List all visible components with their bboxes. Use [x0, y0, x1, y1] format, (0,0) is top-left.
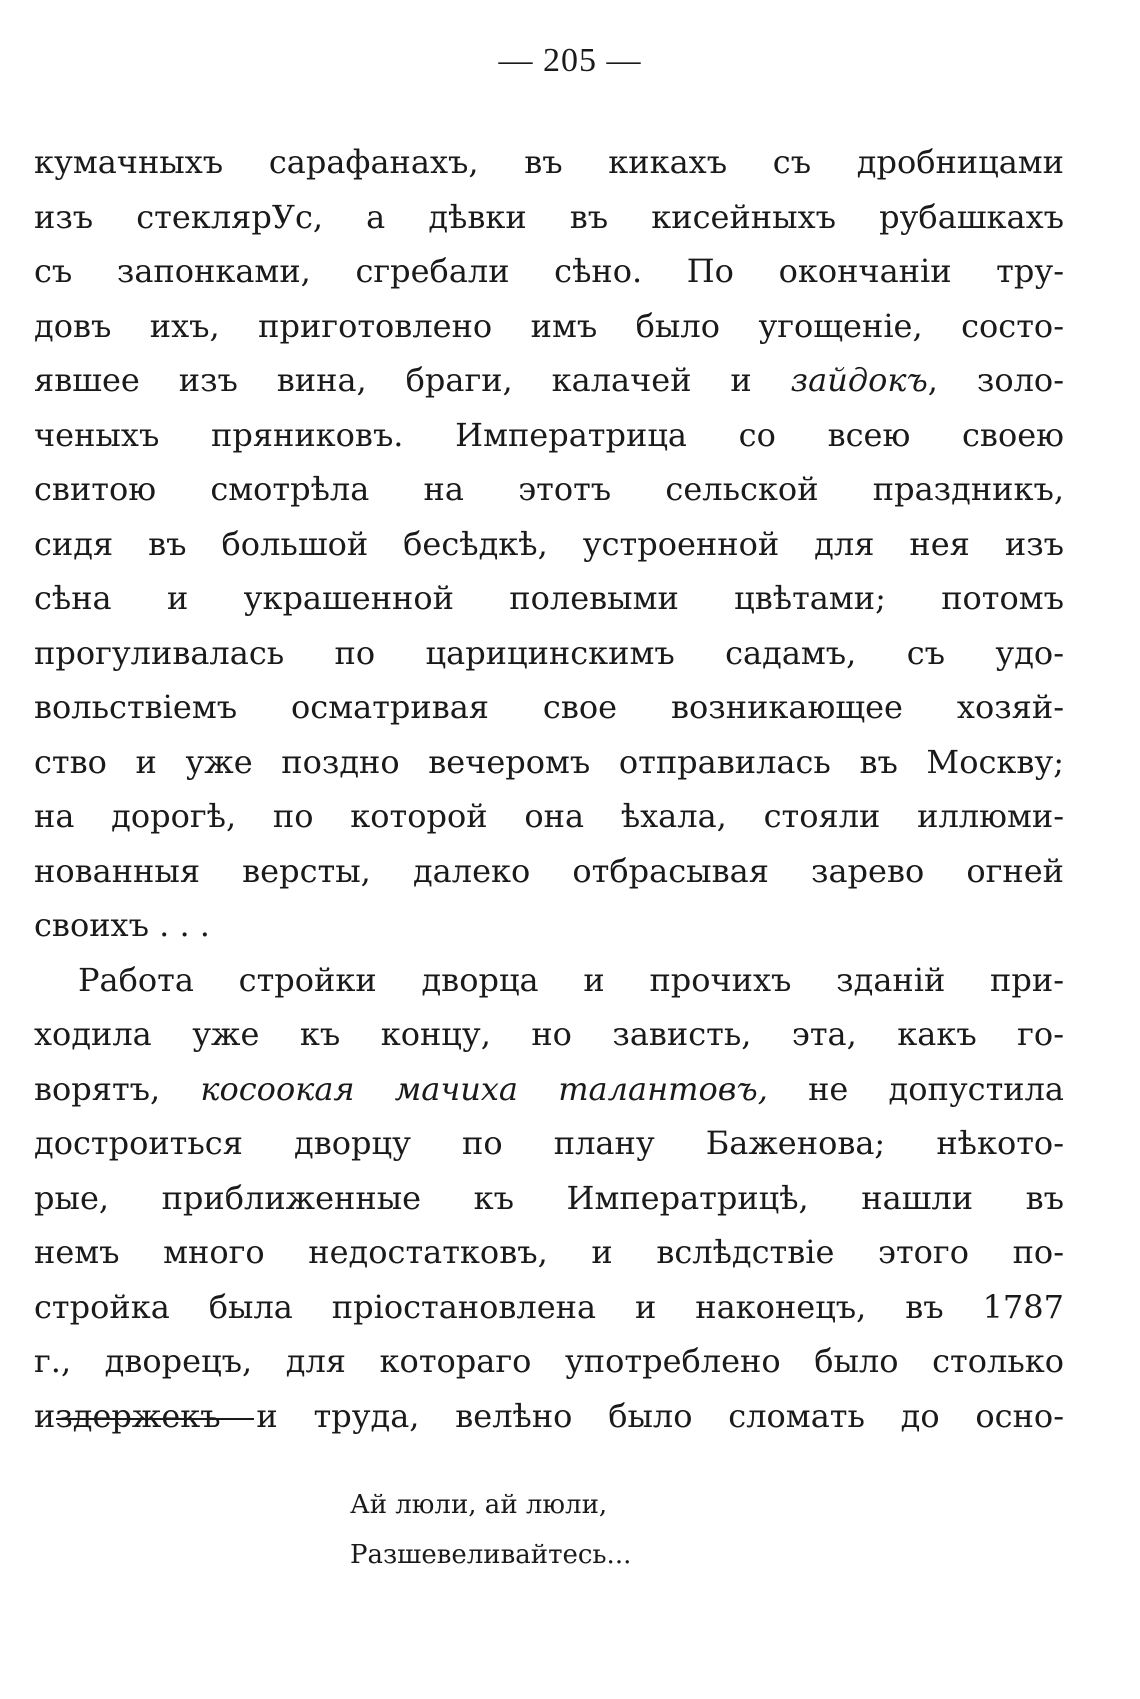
- text-fragment: вольствіемъ осматривая свое возникающее хозяй-: [34, 688, 1064, 726]
- text-line: [34, 953, 1064, 1008]
- text-fragment: изъ стеклярУс, а дѣвки въ кисейныхъ рубашкахъ: [34, 197, 1064, 236]
- text-line: [34, 1225, 1064, 1280]
- text-fragment: на дорогѣ, по которой она ѣхала, стояли иллюми-: [34, 797, 1064, 835]
- text-line: [34, 571, 1064, 626]
- text-fragment: ходила уже къ концу, но зависть, эта, какъ го-: [34, 1015, 1064, 1053]
- text-line: [34, 1007, 1064, 1062]
- text-line: [34, 735, 1064, 790]
- footnote: [0, 1480, 1140, 1580]
- footnote-verse: Ай люли, ай люли,: [350, 1490, 608, 1520]
- footnote-rule: [56, 1418, 254, 1420]
- body-text: [34, 135, 1064, 1443]
- italic-phrase: косоокая мачиха талантовъ,: [200, 1069, 768, 1108]
- text-line: [34, 1389, 1064, 1444]
- text-line: [34, 353, 1064, 408]
- text-fragment: прогуливалась по царицинскимъ садамъ, съ удо-: [34, 633, 1064, 672]
- text-line: [34, 1062, 1064, 1117]
- text-fragment: ство и уже поздно вечеромъ отправилась въ Москву;: [34, 742, 1064, 781]
- text-line: [34, 680, 1064, 735]
- text-line: [34, 135, 1064, 190]
- text-fragment: свитою смотрѣла на этотъ сельской праздникъ,: [34, 470, 1064, 508]
- text-fragment: сидя въ большой бесѣдкѣ, устроенной для нея изъ: [34, 524, 1064, 563]
- text-fragment: ченыхъ пряниковъ. Императрица со всею своею: [34, 415, 1064, 454]
- text-line: [34, 190, 1064, 245]
- text-line: [34, 408, 1064, 463]
- text-fragment: , золо-: [927, 361, 1064, 399]
- text-fragment: нованныя версты, далеко отбрасывая зарево огней: [34, 851, 1064, 890]
- text-line: [34, 299, 1064, 354]
- text-fragment: довъ ихъ, приготовлено имъ было угощеніе, состо-: [34, 306, 1064, 345]
- text-fragment: немъ много недостатковъ, и вслѣдствіе этого по-: [34, 1233, 1064, 1271]
- text-fragment: ворятъ,: [34, 1069, 201, 1108]
- text-fragment: стройка была пріостановлена и наконецъ, въ 1787: [34, 1287, 1064, 1326]
- text-fragment: издержекъ и труда, велѣно было сломать до осно-: [34, 1396, 1064, 1435]
- text-fragment: Работа стройки дворца и прочихъ зданій при-: [78, 960, 1064, 999]
- text-line: [34, 844, 1064, 899]
- text-fragment: рые, приближенные къ Императрицѣ, нашли въ: [34, 1178, 1064, 1217]
- text-line: [34, 1171, 1064, 1226]
- text-fragment: не допустила: [767, 1069, 1064, 1108]
- text-fragment: достроиться дворцу по плану Баженова; нѣкото-: [34, 1124, 1064, 1162]
- text-line: [34, 626, 1064, 681]
- text-fragment: явшее изъ вина, браги, калачей и: [34, 361, 791, 399]
- page-number: — 205 —: [498, 42, 642, 79]
- text-fragment: сѣна и украшенной полевыми цвѣтами; потомъ: [34, 579, 1064, 617]
- text-fragment: кумачныхъ сарафанахъ, въ кикахъ съ дробницами: [34, 143, 1064, 181]
- text-line: [34, 462, 1064, 517]
- text-fragment: своихъ . . .: [34, 906, 210, 944]
- text-line: [34, 517, 1064, 572]
- text-line: [34, 244, 1064, 299]
- footnote-verse: Разшевеливайтесь...: [350, 1540, 632, 1570]
- text-fragment: г., дворецъ, для котораго употреблено было столько: [34, 1342, 1064, 1380]
- text-line: [34, 1334, 1064, 1389]
- italic-phrase: зайдокъ: [790, 361, 928, 399]
- text-line: [34, 1116, 1064, 1171]
- text-fragment: съ запонками, сгребали сѣно. По окончаніи тру-: [34, 252, 1064, 290]
- text-line: [34, 898, 1064, 953]
- text-line: [34, 1280, 1064, 1335]
- text-line: [34, 789, 1064, 844]
